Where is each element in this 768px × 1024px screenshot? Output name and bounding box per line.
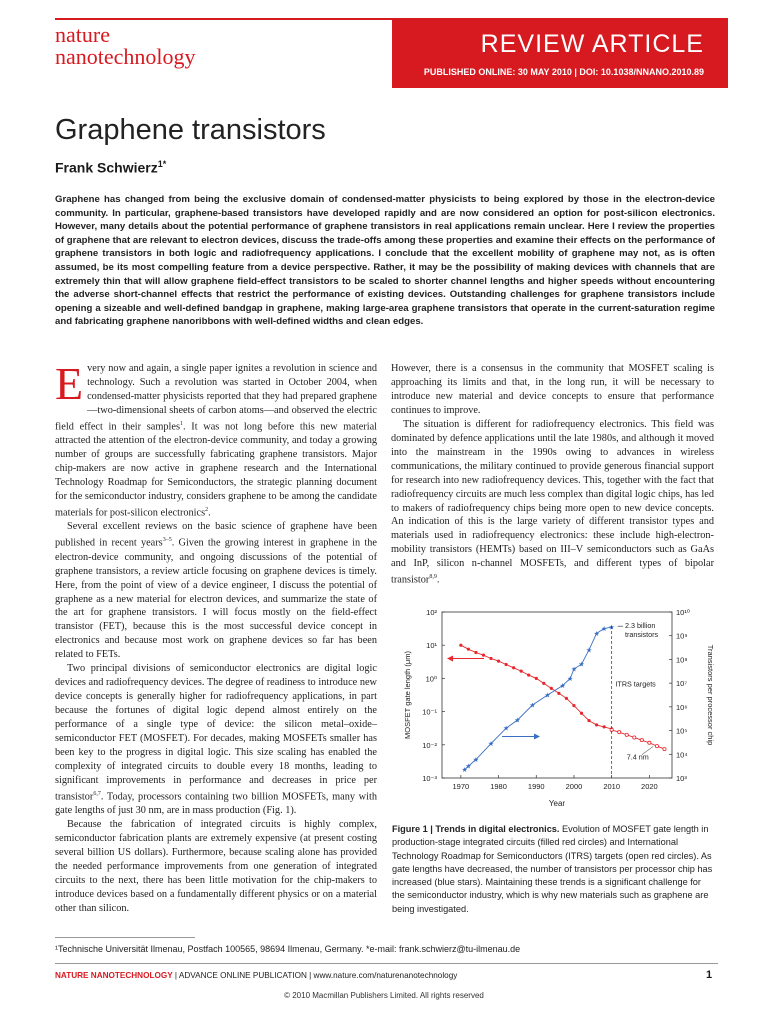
y-right-tick-label: 10³ [676, 774, 687, 783]
author-line [55, 159, 166, 176]
x-tick-label: 1980 [490, 782, 507, 791]
ref-3-5[interactable]: 3–5 [162, 537, 172, 544]
y-right-tick-label: 10⁸ [676, 655, 688, 665]
p1-text-b: . It was not long before this new material attracted the attention of the electron-device community, and today a growing number of groups are successfully fabricating graphene transistors. Major chip-makers are now active in graphene research and the International Technology Roadmap for Semiconductors, the strategic planning document for the semiconductor industry, considers graphene to be among the candidate materials for post-silicon electronics [55, 421, 377, 519]
x-tick-label: 2000 [565, 782, 583, 791]
p6-text-a: The situation is different for radiofrequency electronics. This field was dominated by defence applications until the late 1980s, and although it moved into the mainstream in the 1990s owing to advances in wireless communications, the military continued to provide generous financial support for research into new radiofrequency devices. This, together with the fact that radiofrequency circuits are much less complex than digital logic chips, has led to makers of radiofrequency chips being more open to new device concepts. An indication of this is the large variety of different transistor types and materials used in radiofrequency electronics: these include high-electron-mobility transistors (HEMTs) based on [391, 418, 714, 556]
y-right-tick-label: 10⁹ [676, 631, 688, 641]
footer-rule [55, 963, 718, 964]
y-left-tick-label: 10⁻² [422, 740, 437, 750]
footer-info: | ADVANCE ONLINE PUBLICATION | www.nature.com/naturenanotechnology [172, 971, 458, 980]
page-number: 1 [706, 969, 713, 981]
transistor-count-point: ★ [593, 629, 600, 638]
body-column-1 [55, 358, 377, 916]
y-right-tick-label: 10⁵ [676, 726, 688, 736]
article-banner [392, 20, 728, 88]
transistor-count-point: ★ [559, 682, 566, 691]
x-tick-label: 2020 [641, 782, 658, 791]
gate-length-point [587, 719, 590, 722]
series-line [461, 645, 612, 729]
ref-1[interactable]: 1 [179, 420, 183, 427]
gate-length-point [565, 697, 568, 700]
x-axis-label: Year [548, 799, 566, 808]
itrs-target-point [648, 741, 651, 744]
p1-text-a: very now and again, a single paper ignites a revolution in science and technology. Such a revolution was started in October 2004, when condensed-matter physicists reported that they had prepared graphene—two-dimensional sheets of carbon atoms—and observed the electric field effect in their samples [55, 363, 377, 433]
body-column-2 [391, 362, 714, 588]
itrs-target-point [625, 733, 628, 736]
article-title: Graphene transistors [55, 114, 326, 146]
gate-length-point [482, 654, 485, 657]
caption-text: Evolution of MOSFET gate length in production-stage integrated circuits (filled red circles) and International Technology Roadmap for Semiconductors (ITRS) targets (open red circles). As gate lengths have decreased, the number of transistors per processor chip has increased (blue stars). Maintaining these trends is a significant challenge for the semiconductor industry, which is why new materials such as graphene are being investigated. [392, 824, 713, 914]
itrs-target-point [640, 739, 643, 742]
y-right-axis-label: Transistors per processor chip [706, 644, 715, 746]
y-left-tick-label: 10² [426, 608, 437, 617]
publication-info: PUBLISHED ONLINE: 30 MAY 2010 | DOI: 10.1038/NNANO.2010.89 [423, 67, 704, 77]
y-left-tick-label: 10⁻³ [422, 774, 437, 783]
ref-8-9[interactable]: 8,9 [429, 574, 437, 581]
transistor-count-point: ★ [544, 691, 551, 700]
figure-1-chart [392, 600, 722, 820]
transistor-count-point: ★ [600, 625, 608, 634]
p6-small-caps: III–V [560, 544, 584, 556]
x-tick-label: 1970 [452, 782, 470, 791]
ref-6-7[interactable]: 6,7 [93, 790, 101, 797]
abstract: Graphene has changed from being the exclusive domain of condensed-matter physicists to being explored by those in the electron-device community. In particular, graphene-based transistors have developed rapidly and are now considered an option for post-silicon electronics. However, many details about the potential performance of graphene transistors in real applications remain unclear. Here I review the properties of graphene that are relevant to electron devices, discuss the trade-offs among these properties and examine their effects on the performance of graphene transistors in both logic and radiofrequency applications. I conclude that the excellent mobility of graphene may not, as is often assumed, be its most compelling feature from a device perspective. Rather, it may be the possibility of making devices with channels that are extremely thin that will allow graphene field-effect transistors to be scaled to shorter channel lengths and higher speeds without encountering the adverse short-channel effects that restrict the performance of existing devices. Outstanding challenges for graphene transistors include opening a sizeable and well-defined bandgap in graphene, making large-area graphene transistors that operate in the current-saturation regime and fabricating graphene nanoribbons with well-defined widths and clean edges. [55, 194, 715, 328]
gate-length-point [535, 677, 538, 680]
p6-text-b: semiconductors such as GaAs and InP, silicon n-channel MOSFETs, and different types of bipolar transistor [391, 544, 715, 586]
paragraph-3 [55, 662, 377, 818]
paragraph-5: However, there is a consensus in the community that MOSFET scaling is approaching its limits and that, in the long run, it will be necessary to introduce new material and device concepts to ensure that performance continues to improve. [391, 363, 714, 416]
chart-svg [392, 600, 722, 820]
gate-length-point [603, 725, 606, 728]
gate-length-point [497, 660, 500, 663]
itrs-target-point [618, 731, 621, 734]
transistor-count-point: ★ [570, 665, 578, 674]
nm-label: 7.4 nm [626, 752, 649, 762]
y-right-tick-label: 10⁷ [676, 679, 688, 689]
transistor-count-point: ★ [461, 766, 468, 775]
paragraph-1 [55, 358, 377, 520]
billion-label-2: transistors [624, 630, 659, 640]
p3-text-a: Two principal divisions of semiconductor electronics are digital logic devices and radiofrequency devices. The degree of readiness to introduce new device concepts is generally higher for radiofrequency applications, in part because the fortunes of digital logic depend almost entirely on the performance of a single type of device: the silicon metal–oxide–semiconductor FET (MOSFET). For decades, making MOSFETs smaller has been key to the progress in digital logic. This size scaling has enabled the complexity of integrated circuits to double every 18 months, leading to significant improvements in performance and decreases in price per transistor [55, 663, 377, 803]
affiliation-footnote: ¹Technische Universität Ilmenau, Postfach 100565, 98694 Ilmenau, Germany. *e-mail: frank.schwierz@tu-ilmenau.de [55, 944, 521, 954]
gate-length-point [459, 644, 462, 647]
author-mark: 1* [157, 159, 167, 169]
gate-length-point [527, 673, 530, 676]
gate-length-point [474, 651, 477, 654]
itrs-label: ITRS targets [615, 679, 656, 689]
footer-journal: NATURE NANOTECHNOLOGY [55, 971, 173, 980]
y-left-tick-label: 10¹ [426, 641, 437, 651]
p3-text-b: . Today, processors containing two billion MOSFETs, many with gate lengths of just 30 nm, are in mass production (Fig. 1). [55, 791, 377, 817]
footnote-rule [55, 937, 195, 938]
page-footer [55, 971, 457, 980]
transistor-count-point: ★ [608, 623, 615, 632]
transistor-count-point: ★ [465, 762, 472, 771]
transistor-count-point: ★ [578, 660, 585, 669]
logo-line-1: nature [55, 22, 110, 47]
gate-length-point [520, 669, 523, 672]
logo-line-2: nanotechnology [55, 44, 196, 69]
p2-text-b: . Given the growing interest in graphene in the electron-device community, and ongoing discussions of the potential of graphene transistors, a review article focusing on graphene devices is timely. Here, from the point of view of a device engineer, I discuss the potential of graphene as a new material for electron devices, and summarize the state of the art for graphene transistors. I will focus mostly on the field-effect transistor (FET), because this is the most successful device concept in electronics and because most work on graphene devices so far has been related to FETs. [55, 537, 377, 661]
x-tick-label: 2010 [603, 782, 621, 791]
paragraph-2 [55, 520, 377, 662]
gate-length-point [504, 663, 507, 666]
y-left-axis-label: MOSFET gate length (μm) [403, 651, 412, 739]
transistor-axis-arrow-head [534, 734, 540, 740]
article-type: REVIEW ARTICLE [480, 30, 704, 58]
transistor-count-point: ★ [487, 740, 495, 749]
transistor-count-point: ★ [585, 646, 593, 655]
gate-length-point [557, 692, 560, 695]
ref-2[interactable]: 2 [205, 506, 209, 513]
transistor-count-point: ★ [502, 724, 510, 733]
paragraph-6 [391, 418, 714, 588]
gate-axis-arrow-head [447, 655, 453, 661]
gate-length-point [542, 682, 545, 685]
itrs-target-point [655, 745, 658, 748]
caption-lead: Figure 1 | Trends in digital electronics. [392, 824, 560, 834]
p1-text-c: . [208, 507, 211, 519]
journal-logo[interactable] [55, 24, 255, 68]
itrs-target-point [633, 736, 636, 739]
transistor-count-point: ★ [529, 701, 536, 710]
p2-text-a: Several excellent reviews on the basic science of graphene have been published in recent years [55, 521, 377, 549]
x-tick-label: 1990 [527, 782, 545, 791]
itrs-target-point [663, 748, 666, 751]
transistor-count-point: ★ [514, 716, 521, 725]
drop-cap: E [55, 358, 84, 409]
transistor-count-point: ★ [472, 756, 480, 765]
y-right-tick-label: 10⁶ [676, 702, 688, 712]
gate-length-point [512, 666, 515, 669]
gate-length-point [580, 712, 583, 715]
billion-label: 2.3 billion [624, 621, 656, 631]
p6-text-c: . [436, 574, 440, 586]
y-left-tick-label: 10⁻¹ [422, 707, 437, 717]
figure-1-caption [392, 823, 715, 916]
gate-length-point [595, 723, 598, 726]
y-left-tick-label: 10⁰ [425, 674, 437, 684]
author-name[interactable]: Frank Schwierz [55, 159, 158, 176]
gate-length-point [467, 648, 470, 651]
gate-length-point [489, 657, 492, 660]
y-right-tick-label: 10⁴ [676, 750, 688, 760]
paragraph-4: Because the fabrication of integrated circuits is highly complex, semiconductor fabrication plants are extremely expensive (at present costing several billion US dollars). Furthermore, because scaling alone has provided the needed performance improvements from one generation of integrated circuits to the next, there has been little motivation for the chip-makers to introduce devices based on a fundamentally different physics or on a material other than silicon. [55, 819, 377, 914]
transistor-count-point: ★ [567, 674, 574, 683]
gate-length-point [550, 687, 553, 690]
copyright: © 2010 Macmillan Publishers Limited. All rights reserved [284, 991, 484, 1000]
y-right-tick-label: 10¹⁰ [676, 608, 690, 617]
gate-length-point [572, 704, 575, 707]
